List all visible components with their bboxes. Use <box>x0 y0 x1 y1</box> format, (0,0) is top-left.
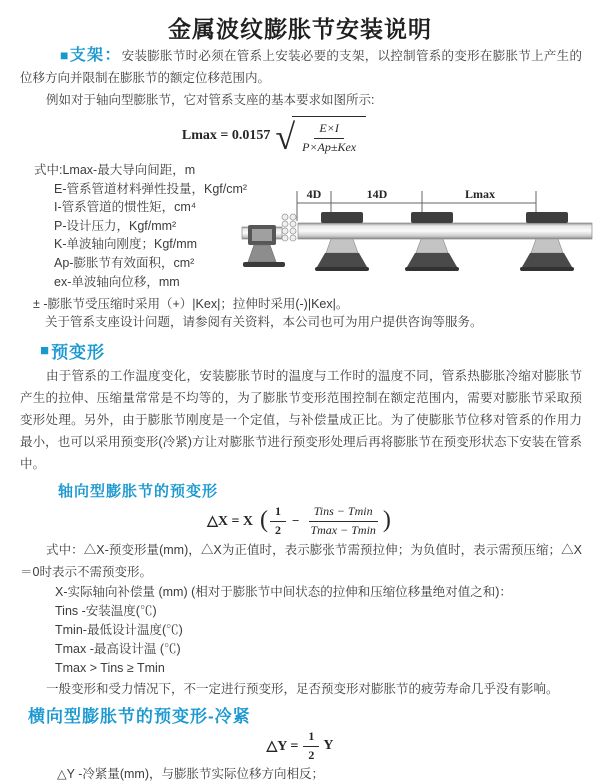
predeform-section-header <box>40 338 600 363</box>
page-title: 金属波纹膨胀节安装说明 <box>168 16 432 42</box>
lateral-formula-rhs: Y <box>323 738 334 753</box>
axial-definition-line: Tins -安装温度(℃) <box>55 604 157 618</box>
pipe-support-diagram <box>238 183 596 281</box>
guide-support <box>520 212 574 271</box>
dim-label-lmax: Lmax <box>465 187 495 201</box>
axial-definition-line: Tmin-最低设计温度(℃) <box>55 623 183 637</box>
lmax-formula-fraction <box>292 116 366 155</box>
axial-predeform-heading: 轴向型膨胀节的预变形 <box>58 483 219 500</box>
lateral-formula-lhs: △Y = <box>266 738 299 754</box>
one-half-fraction: $\frac{1}{2}$ <box>270 504 286 538</box>
minus-sign: − <box>292 513 300 528</box>
definition-line: Ap-膨胀节有效面积，cm² <box>54 255 195 270</box>
open-paren: ( <box>260 506 269 533</box>
axial-definition-line: Tmax -最高设计温 (℃) <box>55 642 181 656</box>
guide-support <box>405 212 459 271</box>
dim-label-14d: 14D <box>366 187 388 201</box>
lateral-predeform-heading: 横向型膨胀节的预变形-冷紧 <box>28 707 251 726</box>
definition-line: E-管系管道材料弹性投量，Kgf/cm² <box>54 181 248 196</box>
definition-line: P-设计压力，Kgf/mm² <box>54 218 177 233</box>
predeform-body-paragraph: 由于管系的工作温度变化，安装膨胀节时的温度与工作时的温度不同，管系热膨胀冷缩对膨胀节产生的拉伸、压缩量常常是不均等的，为了膨胀节变形范围控制在额定范围内，需要对膨胀节采取预变形处理。另外，由于膨胀节刚度是一个定值，与补偿量成正比。为了使膨胀节位移对管系的作用力最小，也可以采用预变形(冷紧)方让对膨胀节进行预变形处理后再将膨胀节在预变形状态下安装在管系中。 <box>20 369 582 471</box>
close-paren: ) <box>382 506 391 533</box>
definition-line: ex-单波轴向位移，mm <box>54 274 180 289</box>
lmax-formula-lhs: Lmax = 0.0157 <box>181 128 271 143</box>
section-square-icon: ■ <box>60 47 69 63</box>
definition-line: 式中:Lmax-最大导向间距，m <box>34 163 196 177</box>
support-section-heading: 支架： <box>69 47 122 64</box>
kex-sign-note: ± -膨胀节受压缩时采用（+）|Kex|；拉伸时采用(-)|Kex|。 <box>33 297 349 311</box>
main-pipe <box>298 223 592 239</box>
consulting-note: 关于管系支座设计问题，请参阅有关资料，本公司也可为用户提供咨询等服务。 <box>45 315 483 329</box>
lmax-denominator: P×Ap±Kex <box>302 140 357 154</box>
definition-line: K-单波轴向刚度；Kgf/mm <box>54 237 198 252</box>
axial-predeform-formula <box>0 504 600 538</box>
pipe-support-diagram-svg <box>238 183 596 281</box>
lmax-formula <box>0 115 574 157</box>
predeform-section-title: 预变形 <box>51 343 106 362</box>
support-intro-text: 安装膨胀节时必须在管系上安装必要的支架，以控制管系的变形在膨胀节上产生的位移方向并限制在膨胀节的额定位移范围内。 <box>20 49 582 85</box>
temperature-fraction: $\frac{\text{Tins − Tmin}}{Tmax - Tmin}$ <box>310 503 376 537</box>
guide-support <box>315 212 369 271</box>
dim-label-4d: 4D <box>306 187 322 201</box>
axial-definition-line: Tmax > Tins ≥ Tmin <box>55 661 165 675</box>
lateral-predeform-formula <box>0 728 600 762</box>
lmax-numerator: E×I <box>314 121 343 139</box>
definition-line: I-管系管道的惯性矩，cm⁴ <box>54 200 197 215</box>
axial-fatigue-note: 一般变形和受力情况下，不一定进行预变形，足否预变形对膨胀节的疲劳寿命几乎没有影响。 <box>46 682 559 696</box>
support-intro-paragraph <box>20 44 582 89</box>
axial-definition-line: X-实际轴向补偿量 (mm) (相对于膨胀节中间状态的拉伸和压缩位移量绝对值之和)： <box>55 585 512 599</box>
axial-where-paragraph: 式中：△X-预变形量(mm)，△X为正值时，表示膨张节需预拉伸；为负值时，表示需预压缩；△X＝0时表示不需预变形。 <box>20 543 582 579</box>
bellows-coils-icon <box>282 214 296 241</box>
section-square-icon: ■ <box>40 342 50 359</box>
axial-definitions-list <box>55 583 600 678</box>
support-example-line: 例如对于轴向型膨胀节，它对管系支座的基本要求如图所示: <box>46 93 375 107</box>
definitions-and-diagram <box>34 159 600 295</box>
axial-formula-lhs: △X = X <box>207 513 254 529</box>
radical-sign-icon: √ <box>275 116 296 157</box>
cold-tightening-note: △Y -冷紧量(mm)，与膨胀节实际位移方向相反； <box>57 767 325 781</box>
one-half-fraction: $\frac{1}{2}$ <box>303 729 319 763</box>
